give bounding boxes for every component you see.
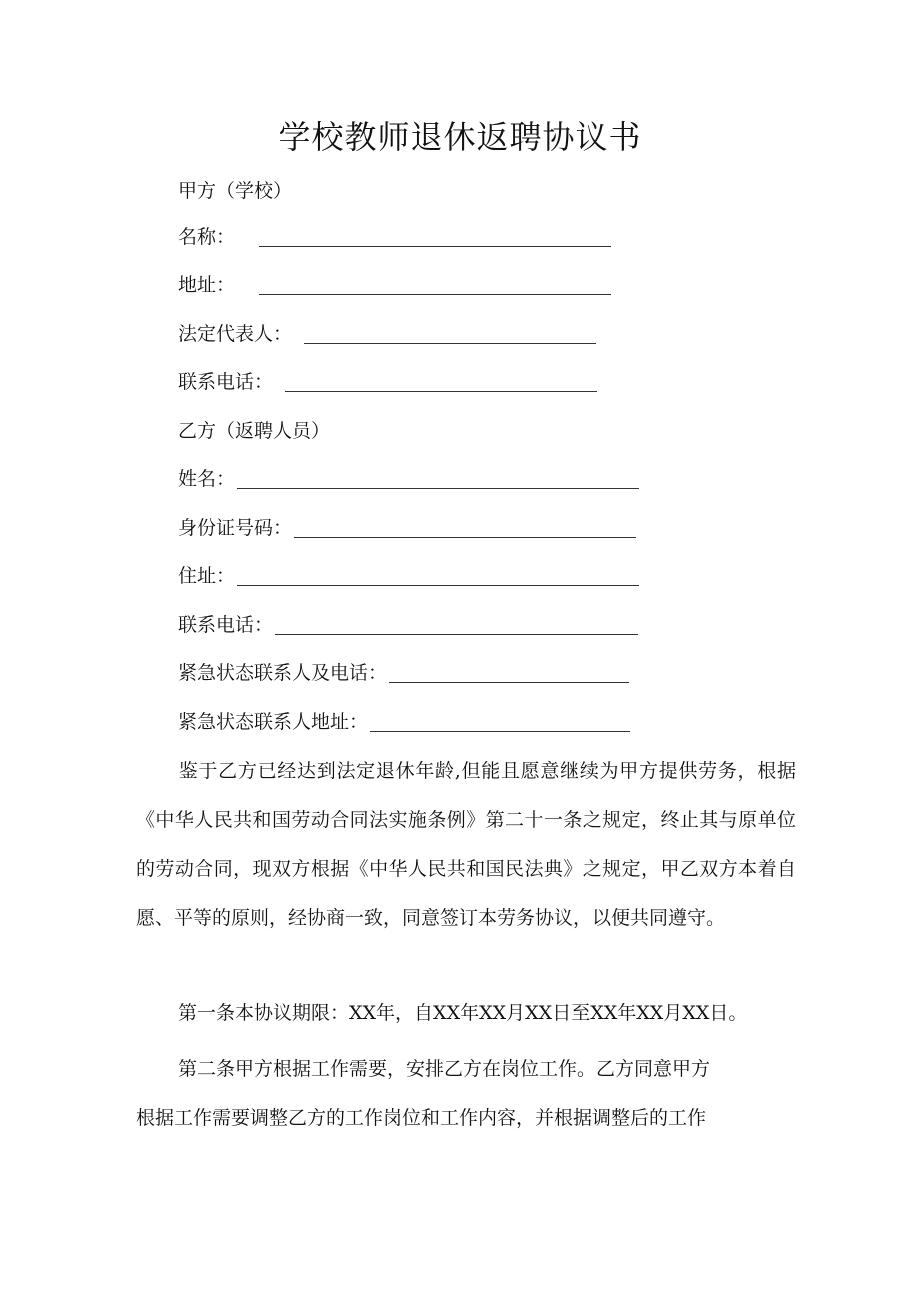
party-b-id-label: 身份证号码：: [178, 517, 293, 539]
article-2-line-1: 第二条甲方根据工作需要，安排乙方在岗位工作。乙方同意甲方: [178, 1058, 711, 1080]
party-b-emergency-address-label: 紧急状态联系人地址：: [178, 711, 369, 733]
preamble-text: 鉴于乙方已经达到法定退休年龄,但能且愿意继续为甲方提供劳务，根据《中华人民共和国劳动合同法实施条例》第二十一条之规定，终止其与原单位的劳动合同，现双方根据《中华人民共和国民法典》之规定，甲乙双方本着自愿、平等的原则，经协商一致，同意签订本劳务协议，以便共同遵守。: [136, 760, 796, 929]
party-b-phone-blank: [275, 616, 638, 635]
preamble-paragraph: [136, 747, 796, 943]
party-b-name-blank: [237, 470, 639, 489]
party-b-name-label: 姓名：: [178, 468, 236, 490]
party-a-address-blank: [259, 276, 611, 295]
party-b-emergency-contact-blank: [389, 664, 629, 683]
party-a-heading: 甲方（学校）: [178, 180, 293, 202]
party-b-name-field: [178, 466, 639, 492]
party-a-name-field: [178, 224, 611, 250]
party-b-emergency-address-field: [178, 709, 630, 735]
party-b-address-label: 住址：: [178, 565, 236, 587]
party-b-id-field: [178, 515, 636, 541]
party-b-heading: 乙方（返聘人员）: [178, 420, 331, 442]
document-title: 学校教师退休返聘协议书: [278, 118, 642, 156]
party-a-address-label: 地址：: [178, 274, 236, 296]
party-a-legal-rep-field: [178, 321, 596, 347]
party-b-phone-label: 联系电话：: [178, 614, 274, 636]
party-b-emergency-contact-label: 紧急状态联系人及电话：: [178, 662, 388, 684]
article-1: 第一条本协议期限：XX年，自XX年XX月XX日至XX年XX月XX日。: [178, 1002, 748, 1024]
party-a-name-label: 名称：: [178, 226, 236, 248]
party-a-name-blank: [259, 228, 611, 247]
party-a-phone-label: 联系电话：: [178, 371, 274, 393]
party-a-legal-rep-blank: [304, 325, 596, 344]
party-b-id-blank: [294, 519, 636, 538]
party-b-emergency-contact-field: [178, 660, 629, 686]
party-a-phone-blank: [285, 373, 597, 392]
party-b-emergency-address-blank: [370, 713, 630, 732]
party-b-address-blank: [237, 567, 639, 586]
party-a-phone-field: [178, 369, 597, 395]
party-b-address-field: [178, 563, 639, 589]
party-a-address-field: [178, 272, 611, 298]
party-b-phone-field: [178, 612, 638, 638]
party-a-legal-rep-label: 法定代表人：: [178, 323, 293, 345]
article-2-line-2: 根据工作需要调整乙方的工作岗位和工作内容，并根据调整后的工作: [136, 1107, 707, 1129]
